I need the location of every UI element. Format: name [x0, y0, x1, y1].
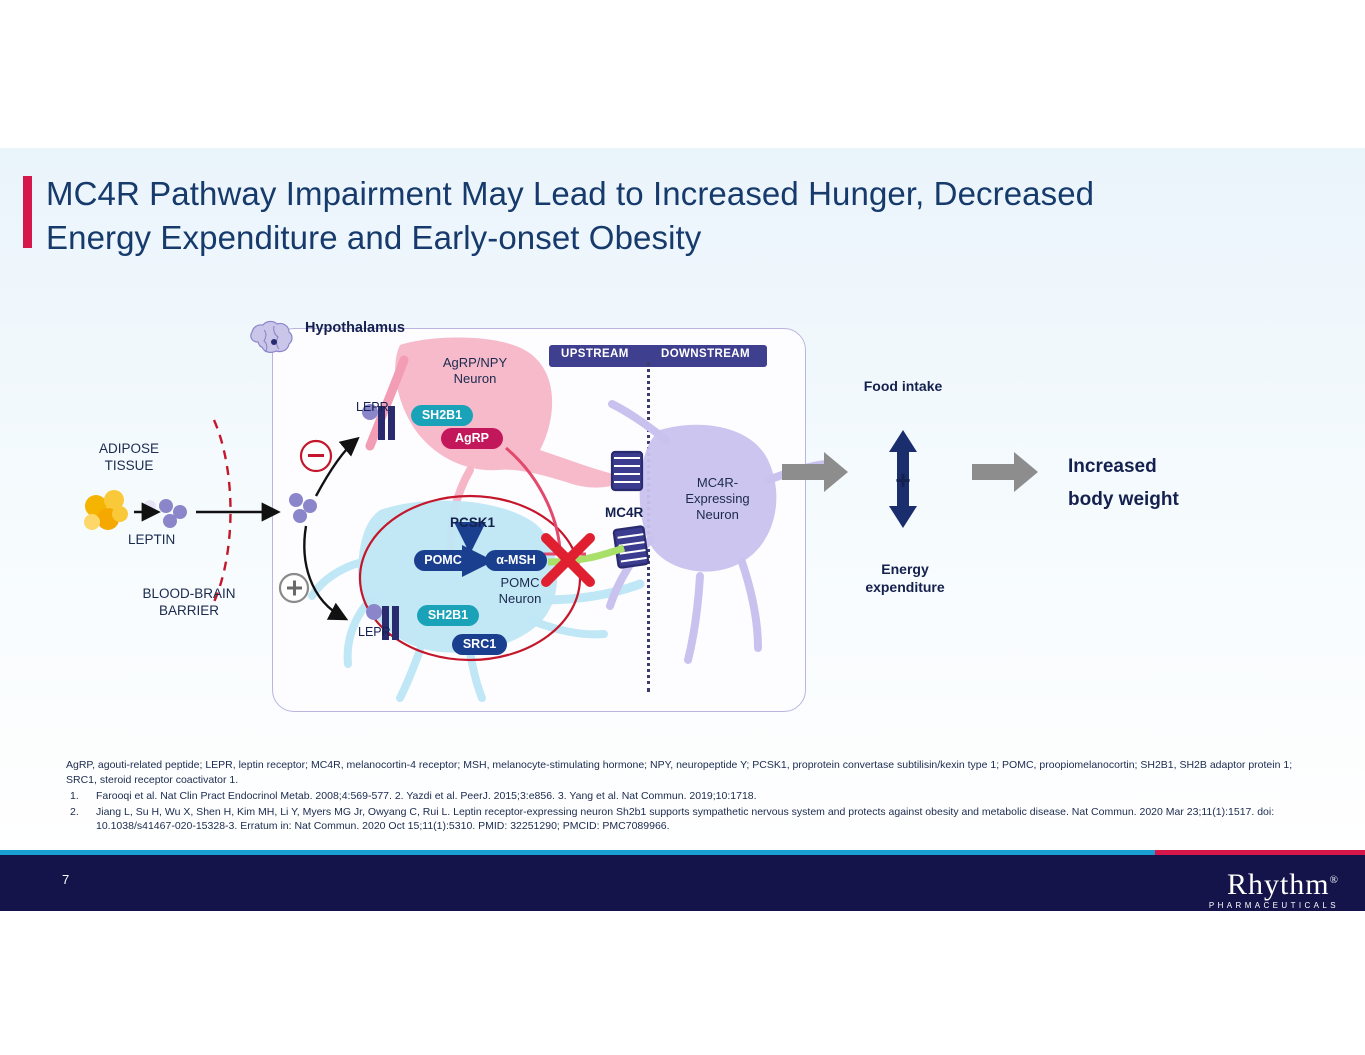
sh2b1-tag-top: SH2B1 — [411, 405, 473, 426]
pomc-neuron-line-1: POMC — [500, 575, 540, 590]
adipose-line-1: ADIPOSE — [98, 441, 160, 456]
src1-tag: SRC1 — [452, 634, 507, 655]
mc4r-neuron-line-3: Neuron — [696, 507, 739, 522]
blood-brain-barrier-label — [124, 585, 254, 619]
mc4r-neuron-label — [670, 475, 765, 523]
agrp-neuron-line-1: AgRP/NPY — [442, 355, 508, 370]
lepr-label-top: LEPR — [356, 400, 389, 414]
page-title: MC4R Pathway Impairment May Lead to Increased Hunger, Decreased Energy Expenditure and Early-onset Obesity — [46, 175, 1095, 256]
adipose-tissue-label — [74, 440, 184, 474]
brand-tagline: PHARMACEUTICALS — [1208, 901, 1339, 910]
result-line-1: Increased — [1068, 456, 1157, 477]
adipose-line-2: TISSUE — [104, 458, 154, 473]
reference-text: Farooqi et al. Nat Clin Pract Endocrinol Metab. 2008;4:569-577. 2. Yazdi et al. PeerJ. 2015;3:e856. 3. Yang et al. Nat Commun. 2019;10:1718. — [96, 790, 757, 802]
list-item — [66, 789, 1296, 804]
registered-mark: ® — [1329, 874, 1339, 886]
energy-line-2: expenditure — [865, 579, 945, 595]
abbreviations-text: AgRP, agouti-related peptide; LEPR, leptin receptor; MC4R, melanocortin-4 receptor; MSH, melanocyte-stimulating hormone; NPY, neuropeptide Y; PCSK1, proprotein convertase subtilisin/kexin type 1; POMC, proopiomelanocortin; SH2B1, SH2B adaptor protein 1; SRC1, steroid receptor coactivator 1. — [66, 759, 1293, 786]
adipose-fat-icon — [84, 490, 128, 530]
pomc-neuron-label — [480, 575, 560, 607]
bbb-line-1: BLOOD-BRAIN — [142, 586, 236, 601]
mc4r-neuron-line-2: Expressing — [685, 491, 750, 506]
reference-number: 2. — [70, 805, 79, 818]
outcome-plus-symbol: + — [895, 465, 911, 495]
leptin-label: LEPTIN — [128, 532, 176, 547]
list-item — [66, 805, 1296, 834]
grey-arrow-1 — [782, 452, 848, 492]
pomc-neuron-shape — [312, 501, 640, 698]
plus-symbol-icon — [280, 574, 308, 602]
footer-bar — [0, 855, 1365, 911]
reference-text: Jiang L, Su H, Wu X, Shen H, Kim MH, Li Y, Myers MG Jr, Owyang C, Rui L. Leptin receptor-expressing neuron Sh2b1 supports sympathetic nervous system and protects against obesity and metabolic disease. Nat Commun. 2020 Mar 23;11(1):1517. doi: 10.1038/s41467-020-15328-3. Erratum in: Nat Commun. 2020 Oct 15;11(1):5310. PMID: 32251290; PMCID: PMC7089966. — [96, 805, 1275, 832]
reference-number: 1. — [70, 790, 79, 802]
page-number: 7 — [62, 872, 70, 887]
mc4r-neuron-line-1: MC4R- — [696, 475, 739, 490]
agrp-neuron-line-2: Neuron — [453, 371, 497, 386]
pcsk1-label: PCSK1 — [450, 515, 496, 530]
hypothalamus-label: Hypothalamus — [305, 320, 405, 336]
title-accent-bar — [23, 176, 32, 248]
agrp-neuron-label — [420, 355, 530, 387]
brand-logo — [1209, 864, 1339, 911]
footnotes — [66, 758, 1296, 835]
food-intake-label: Food intake — [863, 378, 943, 394]
mc4r-receptor-label: MC4R — [605, 505, 644, 520]
pomc-tag: POMC — [414, 550, 472, 571]
alpha-msh-tag: α-MSH — [485, 550, 547, 571]
upstream-label: UPSTREAM — [561, 348, 629, 360]
lepr-label-bottom: LEPR — [358, 625, 391, 639]
brand-name — [1209, 864, 1339, 901]
minus-symbol-icon — [301, 441, 331, 471]
agrp-tag: AgRP — [441, 428, 503, 449]
energy-line-1: Energy — [881, 561, 929, 577]
result-line-2: body weight — [1068, 489, 1179, 510]
energy-expenditure-label — [845, 560, 965, 596]
pomc-neuron-line-2: Neuron — [498, 591, 542, 606]
result-label — [1068, 450, 1288, 516]
grey-arrow-2 — [972, 452, 1038, 492]
bbb-line-2: BARRIER — [158, 603, 219, 618]
downstream-label: DOWNSTREAM — [661, 348, 750, 360]
reference-list — [66, 789, 1296, 834]
pathway-diagram — [0, 300, 1365, 720]
brand-name-text: Rhythm — [1226, 868, 1330, 901]
sh2b1-tag-bottom: SH2B1 — [417, 605, 479, 626]
